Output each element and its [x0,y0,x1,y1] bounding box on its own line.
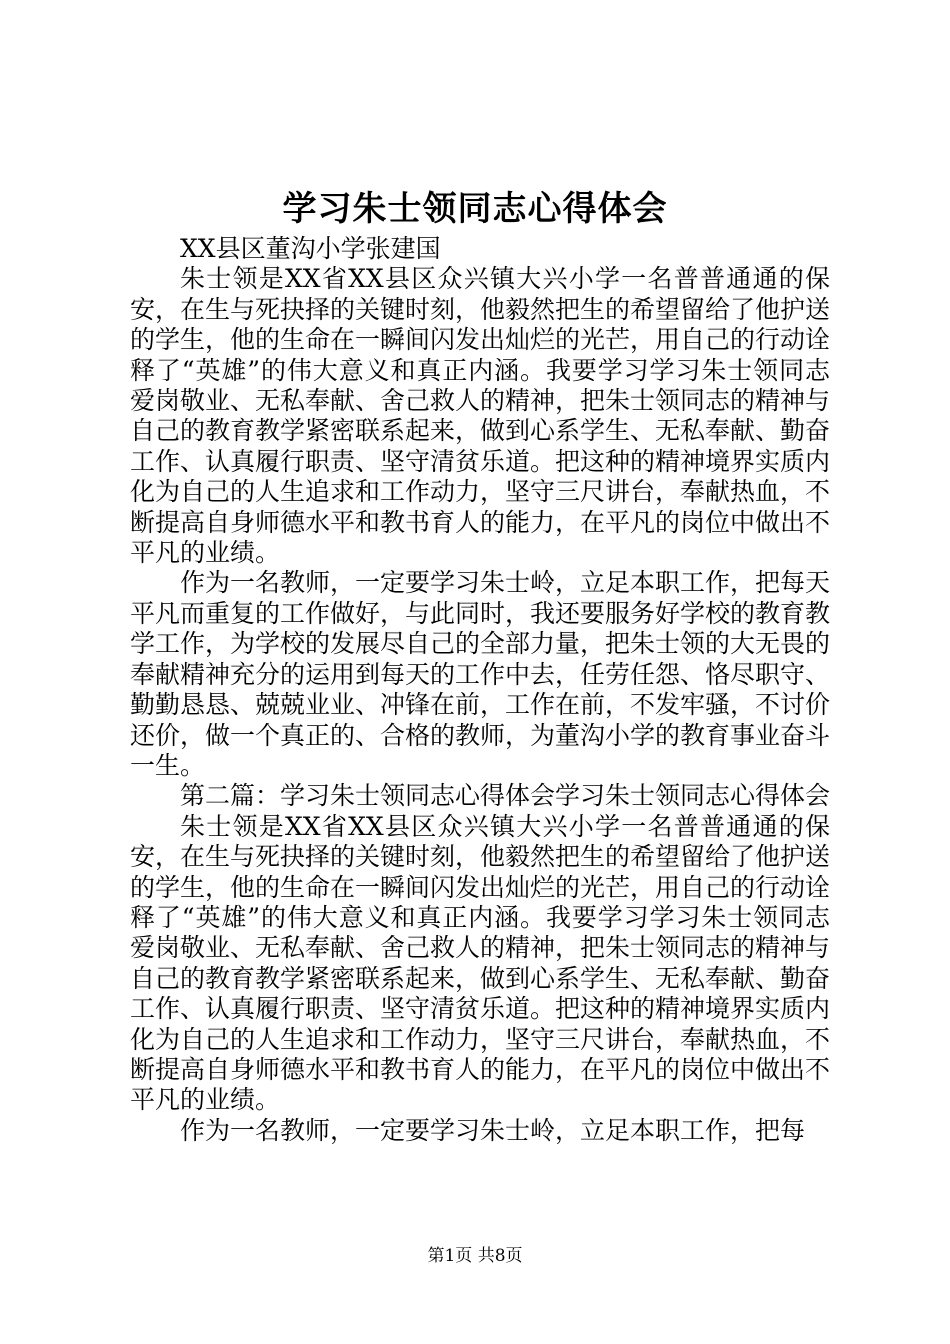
body-paragraph: 作为一名教师，一定要学习朱士岭，立足本职工作，把每 [180,1115,806,1145]
body-paragraph: 朱士领是XX省XX县区众兴镇大兴小学一名普普通通的保安，在生与死抉择的关键时刻，他毅然把生的希望留给了他护送的学生，他的生命在一瞬间闪发出灿烂的光芒，用自己的行动诠释了“英雄”的伟大意义和真正内涵。我要学习学习朱士领同志爱岗敬业、无私奉献、舍己救人的精神，把朱士领同志的精神与自己的教育教学紧密联系起来，做到心系学生、无私奉献、勤奋工作、认真履行职责、坚守清贫乐道。把这种的精神境界实质内化为自己的人生追求和工作动力，坚守三尺讲台，奉献热血，不断提高自身师德水平和教书育人的能力，在平凡的岗位中做出不平凡的业绩。 [130,264,831,568]
page-indicator: 第1页 共8页 [427,1246,523,1266]
body-paragraph: 作为一名教师，一定要学习朱士岭，立足本职工作，把每天平凡而重复的工作做好，与此同时，我还要服务好学校的教育教学工作，为学校的发展尽自己的全部力量，把朱士领的大无畏的奉献精神充分的运用到每天的工作中去，任劳任怨、恪尽职守、勤勤恳恳、兢兢业业、冲锋在前，工作在前，不发牢骚，不讨价还价，做一个真正的、合格的教师，为董沟小学的教育事业奋斗一生。 [130,568,831,780]
author-line: XX县区董沟小学张建国 [180,234,441,263]
document-title: 学习朱士领同志心得体会 [282,189,668,229]
page-footer [0,1244,950,1268]
section-heading: 第二篇：学习朱士领同志心得体会学习朱士领同志心得体会 [180,781,831,811]
body-paragraph: 朱士领是XX省XX县区众兴镇大兴小学一名普普通通的保安，在生与死抉择的关键时刻，他毅然把生的希望留给了他护送的学生，他的生命在一瞬间闪发出灿烂的光芒，用自己的行动诠释了“英雄”的伟大意义和真正内涵。我要学习学习朱士领同志爱岗敬业、无私奉献、舍己救人的精神，把朱士领同志的精神与自己的教育教学紧密联系起来，做到心系学生、无私奉献、勤奋工作、认真履行职责、坚守清贫乐道。把这种的精神境界实质内化为自己的人生追求和工作动力，坚守三尺讲台，奉献热血，不断提高自身师德水平和教书育人的能力，在平凡的岗位中做出不平凡的业绩。 [130,811,831,1115]
document-body [130,234,830,1146]
